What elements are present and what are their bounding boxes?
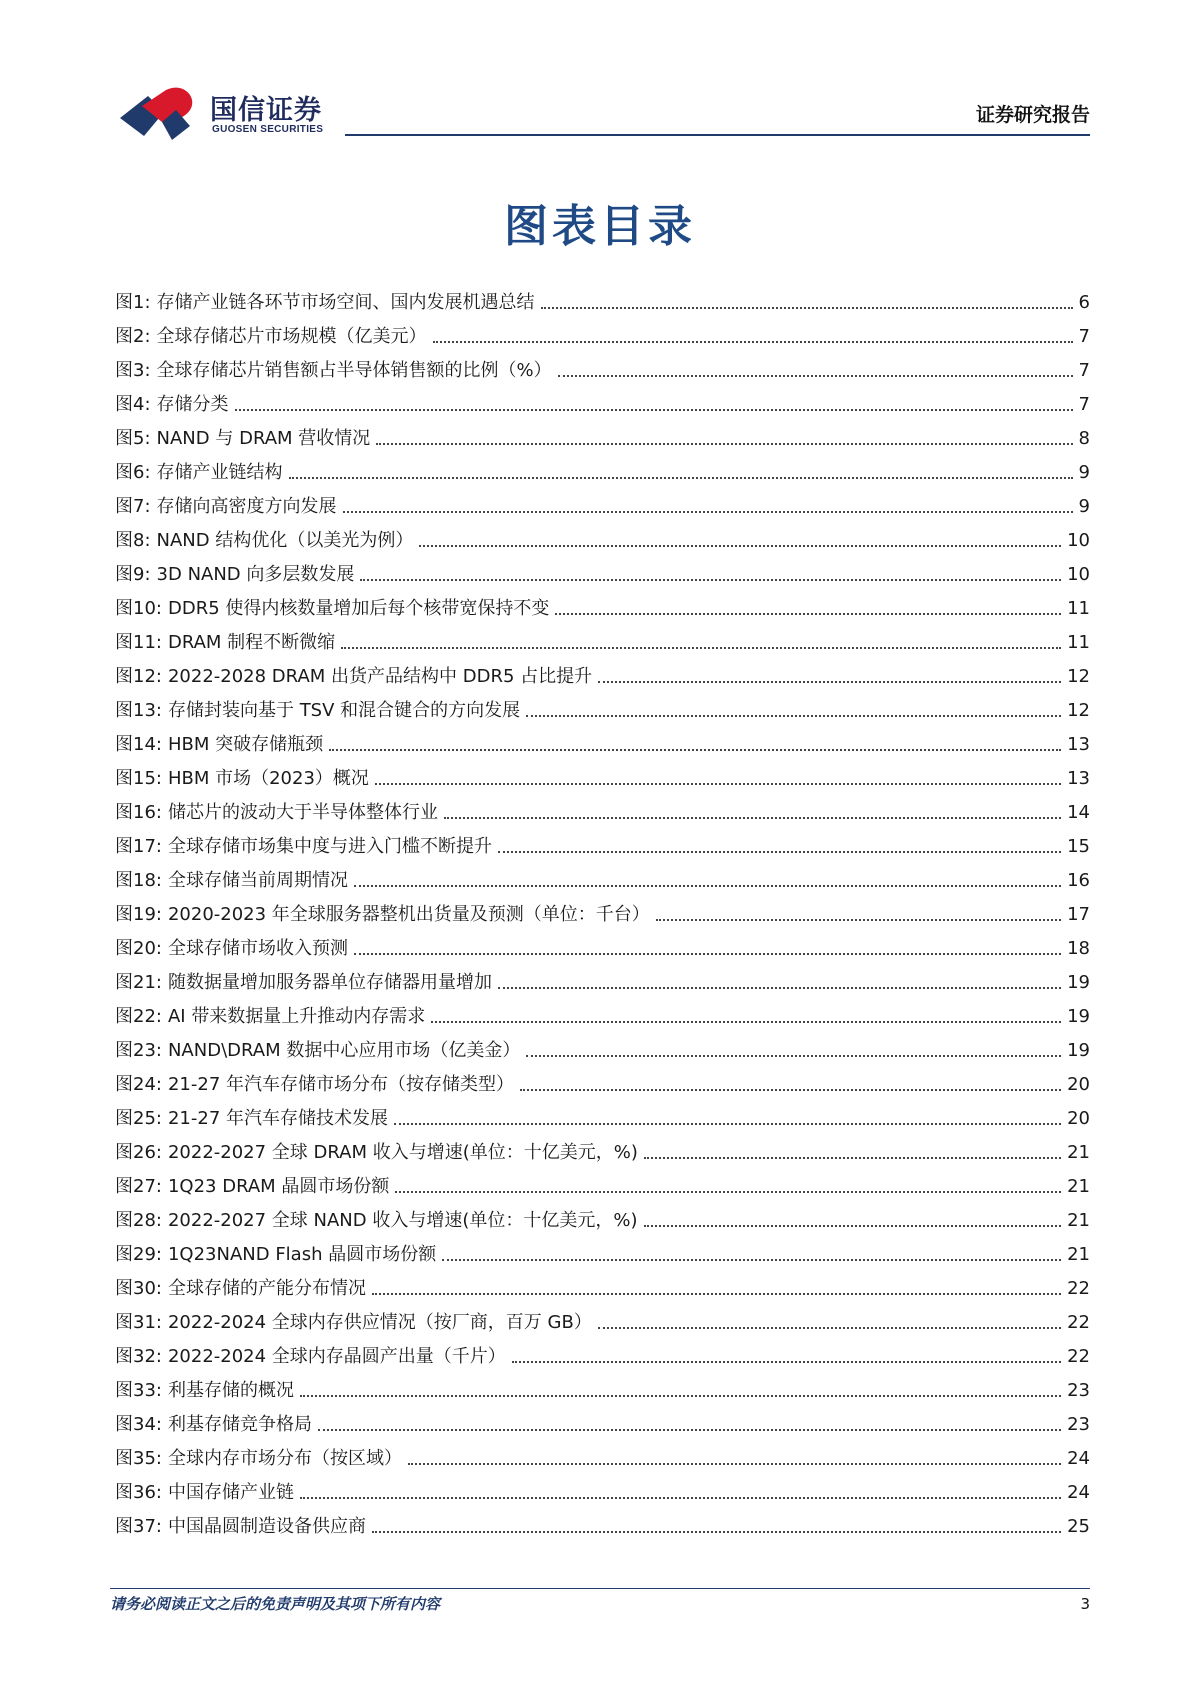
toc-figure-title: 存储产业链结构 [156,462,283,483]
toc-figure-title: 2022-2024 全球内存晶圆产出量（千片） [167,1346,506,1367]
toc-page-number: 23 [1067,1414,1090,1435]
toc-dot-leader [558,374,1073,377]
toc-figure-label: 图16: [115,802,162,823]
toc-figure-label: 图36: [115,1482,162,1503]
toc-figure-title: 利基存储的概况 [167,1380,294,1401]
toc-page-number: 19 [1067,1006,1090,1027]
toc-dot-leader [644,1156,1061,1159]
toc-figure-label: 图1: [115,292,151,313]
guosen-logo-icon [118,86,204,140]
toc-figure-label: 图19: [115,904,162,925]
toc-dot-leader [354,952,1061,955]
brand-name-en: GUOSEN SECURITIES [212,124,324,135]
toc-page-number: 25 [1067,1516,1090,1537]
toc-entry[interactable] [115,1130,1090,1164]
toc-entry[interactable] [115,756,1090,790]
toc-figure-title: NAND\DRAM 数据中心应用市场（亿美金） [167,1040,521,1061]
toc-figure-title: 1Q23NAND Flash 晶圆市场份额 [167,1244,437,1265]
toc-dot-leader [372,1292,1061,1295]
toc-entry[interactable] [115,926,1090,960]
toc-figure-label: 图29: [115,1244,162,1265]
toc-dot-leader [408,1462,1061,1465]
toc-figure-label: 图15: [115,768,162,789]
toc-page-number: 16 [1067,870,1090,891]
toc-dot-leader [360,578,1061,581]
toc-figure-title: HBM 突破存储瓶颈 [167,734,324,755]
toc-entry[interactable] [115,620,1090,654]
toc-figure-label: 图22: [115,1006,162,1027]
toc-figure-label: 图2: [115,326,151,347]
toc-entry[interactable] [115,1334,1090,1368]
toc-figure-label: 图11: [115,632,162,653]
toc-dot-leader [656,918,1061,921]
toc-dot-leader [354,884,1061,887]
toc-figure-title: NAND 结构优化（以美光为例） [156,530,414,551]
toc-entry[interactable] [115,1300,1090,1334]
toc-figure-label: 图5: [115,428,151,449]
toc-dot-leader [598,1326,1061,1329]
toc-page-number: 13 [1067,768,1090,789]
toc-dot-leader [555,612,1061,615]
report-type: 证券研究报告 [975,104,1090,126]
toc-entry[interactable] [115,1164,1090,1198]
toc-dot-leader [341,646,1061,649]
toc-dot-leader [541,306,1073,309]
toc-figure-title: HBM 市场（2023）概况 [167,768,369,789]
toc-entry[interactable] [115,1062,1090,1096]
toc-figure-label: 图4: [115,394,151,415]
toc-page-number: 14 [1067,802,1090,823]
toc-entry[interactable] [115,416,1090,450]
toc-entry[interactable] [115,858,1090,892]
toc-figure-title: 全球存储市场收入预测 [167,938,348,959]
toc-entry[interactable] [115,654,1090,688]
toc-figure-label: 图26: [115,1142,162,1163]
toc-figure-title: NAND 与 DRAM 营收情况 [156,428,371,449]
toc-figure-title: 存储分类 [156,394,229,415]
toc-page-number: 6 [1078,292,1090,313]
toc-figure-title: DRAM 制程不断微缩 [167,632,336,653]
toc-figure-label: 图27: [115,1176,162,1197]
toc-figure-label: 图7: [115,496,151,517]
toc-figure-title: 全球存储当前周期情况 [167,870,348,891]
toc-entry[interactable] [115,1504,1090,1538]
page-number: 3 [1080,1595,1090,1613]
toc-dot-leader [343,510,1073,513]
toc-page-number: 11 [1067,632,1090,653]
toc-page-number: 10 [1067,530,1090,551]
toc-page-number: 22 [1067,1312,1090,1333]
toc-entry[interactable] [115,450,1090,484]
toc-entry[interactable] [115,348,1090,382]
toc-page-number: 20 [1067,1108,1090,1129]
toc-page-number: 17 [1067,904,1090,925]
toc-figure-title: 中国存储产业链 [167,1482,294,1503]
toc-entry[interactable] [115,518,1090,552]
disclaimer-note: 请务必阅读正文之后的免责声明及其项下所有内容 [110,1595,441,1613]
toc-figure-label: 图6: [115,462,151,483]
toc-entry[interactable] [115,586,1090,620]
toc-page-number: 9 [1078,462,1090,483]
toc-page-number: 23 [1067,1380,1090,1401]
toc-figure-title: 利基存储竞争格局 [167,1414,312,1435]
toc-figure-title: 中国晶圆制造设备供应商 [167,1516,366,1537]
toc-page-number: 24 [1067,1448,1090,1469]
toc-dot-leader [300,1496,1061,1499]
toc-dot-leader [372,1530,1061,1533]
toc-page-number: 7 [1078,326,1090,347]
toc-dot-leader [433,340,1073,343]
toc-entry[interactable] [115,1470,1090,1504]
toc-dot-leader [395,1190,1061,1193]
toc-dot-leader [644,1224,1062,1227]
toc-figure-label: 图35: [115,1448,162,1469]
toc-entry[interactable] [115,1368,1090,1402]
toc-figure-title: 存储封装向基于 TSV 和混合键合的方向发展 [167,700,521,721]
toc-figure-label: 图3: [115,360,151,381]
guosen-logo [118,84,333,144]
toc-page-number: 19 [1067,972,1090,993]
toc-figure-title: DDR5 使得内核数量增加后每个核带宽保持不变 [167,598,550,619]
toc-dot-leader [498,850,1061,853]
toc-figure-label: 图34: [115,1414,162,1435]
toc-dot-leader [289,476,1073,479]
toc-page-number: 8 [1078,428,1090,449]
toc-figure-label: 图14: [115,734,162,755]
toc-page-number: 21 [1067,1210,1090,1231]
toc-figure-label: 图23: [115,1040,162,1061]
toc-entry[interactable] [115,688,1090,722]
toc-dot-leader [375,782,1061,785]
toc-dot-leader [300,1394,1061,1397]
toc-entry[interactable] [115,1096,1090,1130]
toc-figure-title: 2022-2027 全球 DRAM 收入与增速(单位：十亿美元，%) [167,1142,638,1163]
toc-entry[interactable] [115,314,1090,348]
toc-page-number: 21 [1067,1176,1090,1197]
toc-dot-leader [235,408,1073,411]
toc-figure-label: 图8: [115,530,151,551]
toc-entry[interactable] [115,994,1090,1028]
toc-figure-label: 图32: [115,1346,162,1367]
toc-dot-leader [431,1020,1061,1023]
toc-figure-title: 2022-2024 全球内存供应情况（按厂商，百万 GB） [167,1312,592,1333]
toc-entry[interactable] [115,1232,1090,1266]
page-title: 图表目录 [504,201,696,252]
toc-figure-title: 全球存储的产能分布情况 [167,1278,366,1299]
toc-page-number: 18 [1067,938,1090,959]
toc-entry[interactable] [115,1266,1090,1300]
toc-figure-label: 图31: [115,1312,162,1333]
toc-entry[interactable] [115,484,1090,518]
toc-page-number: 11 [1067,598,1090,619]
toc-page-number: 22 [1067,1346,1090,1367]
toc-figure-label: 图17: [115,836,162,857]
toc-page-number: 22 [1067,1278,1090,1299]
toc-figure-title: 3D NAND 向多层数发展 [156,564,355,585]
toc-dot-leader [329,748,1061,751]
header-divider [345,134,1090,136]
toc-dot-leader [520,1088,1061,1091]
toc-page-number: 24 [1067,1482,1090,1503]
toc-entry[interactable] [115,790,1090,824]
toc-figure-label: 图30: [115,1278,162,1299]
toc-figure-title: 全球存储芯片市场规模（亿美元） [156,326,427,347]
toc-page-number: 7 [1078,360,1090,381]
toc-figure-label: 图28: [115,1210,162,1231]
toc-entry[interactable] [115,280,1090,314]
toc-page-number: 21 [1067,1244,1090,1265]
toc-page-number: 9 [1078,496,1090,517]
toc-dot-leader [526,714,1061,717]
toc-figure-title: 21-27 年汽车存储技术发展 [167,1108,388,1129]
toc-figure-title: 1Q23 DRAM 晶圆市场份额 [167,1176,390,1197]
toc-page-number: 10 [1067,564,1090,585]
toc-figure-label: 图25: [115,1108,162,1129]
toc-dot-leader [419,544,1061,547]
toc-entry[interactable] [115,960,1090,994]
toc-figure-title: 存储产业链各环节市场空间、国内发展机遇总结 [156,292,535,313]
toc-page-number: 13 [1067,734,1090,755]
toc-figure-title: 2022-2027 全球 NAND 收入与增速(单位：十亿美元，%) [167,1210,638,1231]
toc-entry[interactable] [115,722,1090,756]
toc-entry[interactable] [115,892,1090,926]
toc-figure-title: 2020-2023 年全球服务器整机出货量及预测（单位：千台） [167,904,650,925]
footer-divider [110,1588,1090,1589]
toc-figure-label: 图12: [115,666,162,687]
brand-name-cn: 国信证券 [210,95,322,126]
toc-entry[interactable] [115,552,1090,586]
toc-page-number: 21 [1067,1142,1090,1163]
toc-figure-title: 存储向高密度方向发展 [156,496,337,517]
page-header [0,0,1200,150]
toc-page-number: 12 [1067,700,1090,721]
toc-page-number: 20 [1067,1074,1090,1095]
toc-dot-leader [498,986,1061,989]
toc-figure-label: 图18: [115,870,162,891]
toc-dot-leader [512,1360,1061,1363]
toc-figure-title: 全球存储芯片销售额占半导体销售额的比例（%） [156,360,552,381]
toc-figure-title: AI 带来数据量上升推动内存需求 [167,1006,426,1027]
toc-figure-label: 图24: [115,1074,162,1095]
toc-figure-title: 随数据量增加服务器单位存储器用量增加 [167,972,492,993]
toc-page-number: 7 [1078,394,1090,415]
toc-page-number: 15 [1067,836,1090,857]
toc-figure-label: 图10: [115,598,162,619]
toc-dot-leader [444,816,1061,819]
toc-figure-title: 全球内存市场分布（按区域） [167,1448,402,1469]
toc-dot-leader [376,442,1072,445]
toc-figure-title: 21-27 年汽车存储市场分布（按存储类型） [167,1074,514,1095]
toc-figure-label: 图21: [115,972,162,993]
toc-figure-title: 储芯片的波动大于半导体整体行业 [167,802,438,823]
toc-figure-label: 图37: [115,1516,162,1537]
toc-figure-label: 图33: [115,1380,162,1401]
toc-entry[interactable] [115,1402,1090,1436]
toc-figure-title: 2022-2028 DRAM 出货产品结构中 DDR5 占比提升 [167,666,593,687]
toc-entry[interactable] [115,1198,1090,1232]
toc-dot-leader [318,1428,1061,1431]
toc-figure-label: 图20: [115,938,162,959]
toc-dot-leader [394,1122,1061,1125]
toc-page-number: 12 [1067,666,1090,687]
toc-dot-leader [598,680,1061,683]
table-of-figures [115,280,1090,1538]
toc-figure-title: 全球存储市场集中度与进入门槛不断提升 [167,836,492,857]
toc-dot-leader [442,1258,1061,1261]
toc-page-number: 19 [1067,1040,1090,1061]
toc-entry[interactable] [115,382,1090,416]
toc-figure-label: 图9: [115,564,151,585]
toc-entry[interactable] [115,824,1090,858]
toc-dot-leader [526,1054,1061,1057]
toc-figure-label: 图13: [115,700,162,721]
toc-entry[interactable] [115,1028,1090,1062]
toc-entry[interactable] [115,1436,1090,1470]
